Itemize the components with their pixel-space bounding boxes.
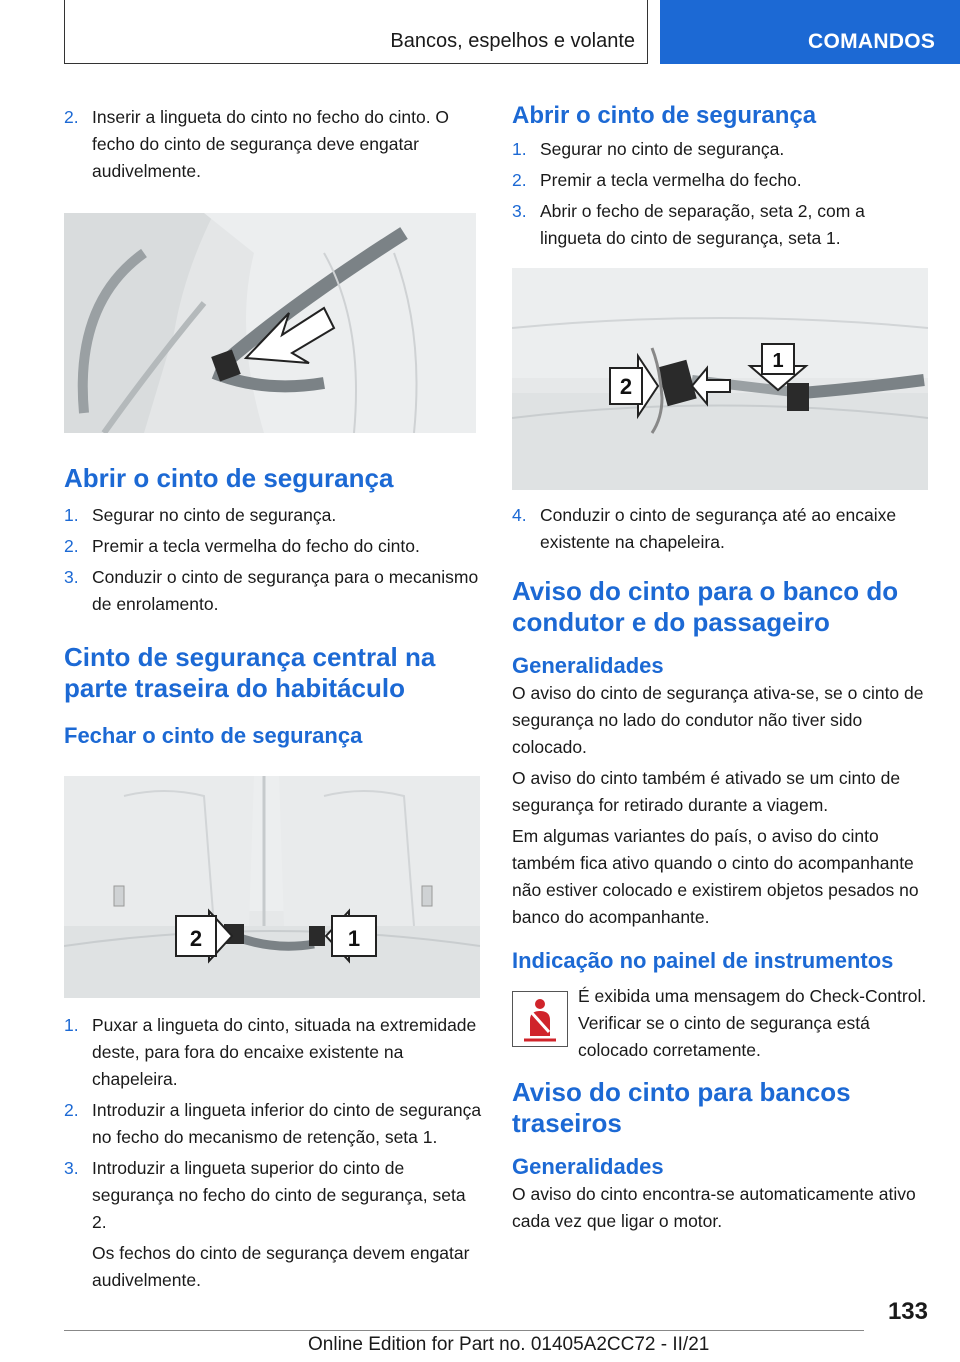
figure-front-seat-buckle — [64, 213, 476, 433]
arrow-label-1: 1 — [347, 926, 361, 951]
heading-general: Generalidades — [512, 653, 664, 678]
section-title: Bancos, espelhos e volante — [390, 30, 635, 52]
paragraph: Em algumas variantes do país, o aviso do cinto também fica ativo quando o cinto do acompanhante não estiver colocado e existirem objetos pesados no banco do acompanhante. — [512, 826, 919, 927]
arrow-label-2: 2 — [189, 926, 203, 951]
step-number: 2. — [64, 536, 79, 556]
step-text: Segurar no cinto de segurança. — [92, 505, 337, 525]
list-item — [64, 1097, 482, 1151]
list-item — [64, 502, 482, 529]
step-text: Premir a tecla vermelha do fecho do cinto. — [92, 536, 420, 556]
heading-central-belt: Cinto de segurança central na parte traseira do habitáculo — [64, 642, 436, 703]
step-text: Abrir o fecho de separação, seta 2, com a lingueta do cinto de segurança, seta 1. — [540, 201, 865, 248]
list-item — [64, 533, 482, 560]
step-number: 3. — [64, 1158, 79, 1178]
step-number: 2. — [512, 170, 527, 190]
heading-open-belt-rear: Abrir o cinto de segurança — [512, 102, 817, 129]
instrument-message: É exibida uma mensagem do Check-Control. Verificar se o cinto de segurança está colocado corretamente. — [578, 986, 927, 1060]
footer-divider — [64, 1330, 864, 1331]
step-number: 4. — [512, 505, 527, 525]
rear-seat-illustration — [64, 776, 480, 998]
step-number: 1. — [64, 1015, 79, 1035]
warning-indicator-row — [512, 985, 930, 1063]
left-column — [64, 104, 482, 1294]
list-item — [512, 198, 930, 252]
paragraph: O aviso do cinto também é ativado se um cinto de segurança for retirado durante a viagem. — [512, 768, 901, 815]
step-text: Premir a tecla vermelha do fecho. — [540, 170, 802, 190]
step-text: Inserir a lingueta do cinto no fecho do cinto. O fecho do cinto de segurança deve engatar audivelmente. — [92, 107, 450, 181]
step-number: 2. — [64, 107, 79, 127]
step-number: 3. — [64, 567, 79, 587]
heading-general-rear: Generalidades — [512, 1154, 664, 1179]
step-text: Puxar a lingueta do cinto, situada na extremidade deste, para fora do encaixe existente na chapeleira. — [92, 1015, 477, 1089]
seat-buckle-illustration — [64, 213, 476, 433]
step-text: Introduzir a lingueta superior do cinto de segurança no fecho do cinto de segurança, seta 2. — [92, 1158, 466, 1232]
heading-close-belt: Fechar o cinto de segurança — [64, 723, 363, 748]
step-text: Segurar no cinto de segurança. — [540, 139, 785, 159]
chapter-tab: COMANDOS — [660, 0, 960, 64]
arrow-label-2: 2 — [619, 374, 633, 399]
seatbelt-warning-icon — [512, 991, 568, 1047]
list-item — [64, 1012, 482, 1093]
step-note — [64, 1240, 482, 1294]
heading-belt-warning-front: Aviso do cinto para o banco do condutor e do passageiro — [512, 576, 899, 637]
step-text: Conduzir o cinto de segurança para o mecanismo de enrolamento. — [92, 567, 479, 614]
paragraph: O aviso do cinto encontra-se automaticamente ativo cada vez que ligar o motor. — [512, 1184, 916, 1231]
step-number: 3. — [512, 201, 527, 221]
list-item — [64, 1155, 482, 1236]
figure-rear-center-belt-open — [512, 268, 928, 490]
note-text: Os fechos do cinto de segurança devem engatar audivelmente. — [92, 1243, 470, 1290]
figure-rear-center-belt-close — [64, 776, 480, 998]
footer-edition: Online Edition for Part no. 01405A2CC72 - II/21 — [308, 1334, 710, 1355]
step-text: Conduzir o cinto de segurança até ao encaixe existente na chapeleira. — [540, 505, 897, 552]
release-illustration — [512, 268, 928, 490]
arrow-label-1: 1 — [772, 350, 784, 372]
list-item — [64, 104, 482, 185]
paragraph: O aviso do cinto de segurança ativa-se, se o cinto de segurança no lado do condutor não tiver sido colocado. — [512, 683, 924, 757]
heading-open-belt: Abrir o cinto de segurança — [64, 463, 394, 493]
step-text: Introduzir a lingueta inferior do cinto de segurança no fecho do mecanismo de retenção, seta 1. — [92, 1100, 482, 1147]
list-item — [512, 167, 930, 194]
page-number: 133 — [887, 1298, 928, 1325]
header-box — [64, 0, 648, 64]
heading-instrument-cluster: Indicação no painel de instrumentos — [512, 948, 894, 973]
step-number: 1. — [512, 139, 527, 159]
heading-belt-warning-rear: Aviso do cinto para bancos traseiros — [512, 1077, 851, 1138]
step-number: 1. — [64, 505, 79, 525]
list-item — [64, 564, 482, 618]
step-number: 2. — [64, 1100, 79, 1120]
right-column — [512, 102, 930, 1235]
list-item — [512, 502, 930, 556]
list-item — [512, 136, 930, 163]
